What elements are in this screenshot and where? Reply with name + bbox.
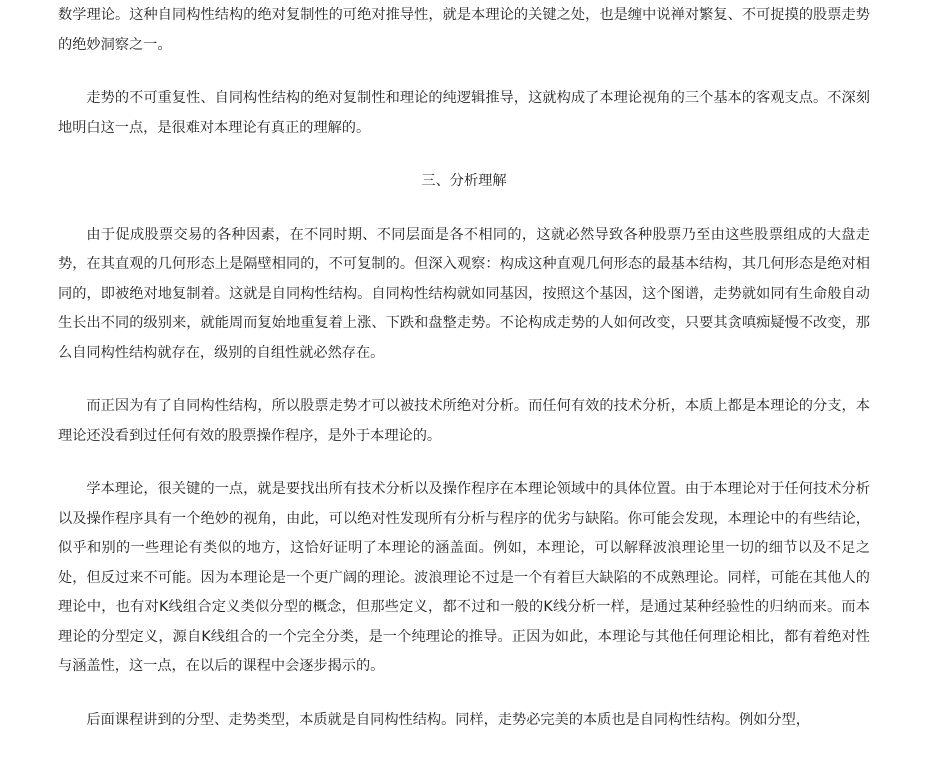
paragraph-later-lessons: 后面课程讲到的分型、走势类型，本质就是自同构性结构。同样，走势必完美的本质也是自同构性结构。例如分型， [86, 711, 810, 728]
paragraph-self-similar-structure: 由于促成股票交易的各种因素，在不同时期、不同层面是各不相同的，这就必然导致各种股票乃至由这些股票组成的大盘走势，在其直观的几何形态上是隔壁相同的，不可复制的。但深入观察：构成这种直观几何形态的最基本结构，其几何形态是绝对相同的，即被绝对地复制着。这就是自同构性结构。自同构性结构就如同基因，按照这个基因，这个图谱，走势就如同有生命般自动生长出不同的级别来，就能周而复始地重复着上涨、下跌和盘整走势。不论构成走势的人如何改变，只要其贪嗔痴疑慢不改变，那么自同构性结构就存在，级别的自组性就必然存在。 [58, 226, 870, 361]
paragraph-three-pillars: 走势的不可重复性、自同构性结构的绝对复制性和理论的纯逻辑推导，这就构成了本理论视角的三个基本的客观支点。不深刻地明白这一点，是很难对本理论有真正的理解的。 [58, 90, 870, 136]
paragraph-gap [58, 143, 870, 167]
article-body [58, 0, 870, 735]
paragraph-gap [58, 368, 870, 392]
paragraph-continued: 数学理论。这种自同构性结构的绝对复制性的可绝对推导性，就是本理论的关键之处，也是缠中说禅对繁复、不可捉摸的股票走势的绝妙洞察之一。 [58, 7, 870, 53]
paragraph-technical-analysis: 而正因为有了自同构性结构，所以股票走势才可以被技术所绝对分析。而任何有效的技术分析，本质上都是本理论的分支，本理论还没看到过任何有效的股票操作程序，是外于本理论的。 [58, 398, 870, 444]
paragraph-gap [58, 197, 870, 221]
paragraph-gap [58, 451, 870, 475]
section-heading: 三、分析理解 [421, 173, 507, 189]
paragraph-learning-theory: 学本理论，很关键的一点，就是要找出所有技术分析以及操作程序在本理论领域中的具体位置。由于本理论对于任何技术分析以及操作程序具有一个绝妙的视角，由此，可以绝对性发现所有分析与程序的优劣与缺陷。你可能会发现，本理论中的有些结论，似乎和别的一些理论有类似的地方，这恰好证明了本理论的涵盖面。例如，本理论，可以解释波浪理论里一切的细节以及不足之处，但反过来不可能。因为本理论是一个更广阔的理论。波浪理论不过是一个有着巨大缺陷的不成熟理论。同样，可能在其他人的理论中，也有对K线组合定义类似分型的概念，但那些定义，都不过和一般的K线分析一样，是通过某种经验性的归纳而来。而本理论的分型定义，源自K线组合的一个完全分类，是一个纯理论的推导。正因为如此，本理论与其他任何理论相比，都有着绝对性与涵盖性，这一点，在以后的课程中会逐步揭示的。 [58, 481, 870, 674]
paragraph-gap [58, 60, 870, 84]
paragraph-gap [58, 682, 870, 706]
